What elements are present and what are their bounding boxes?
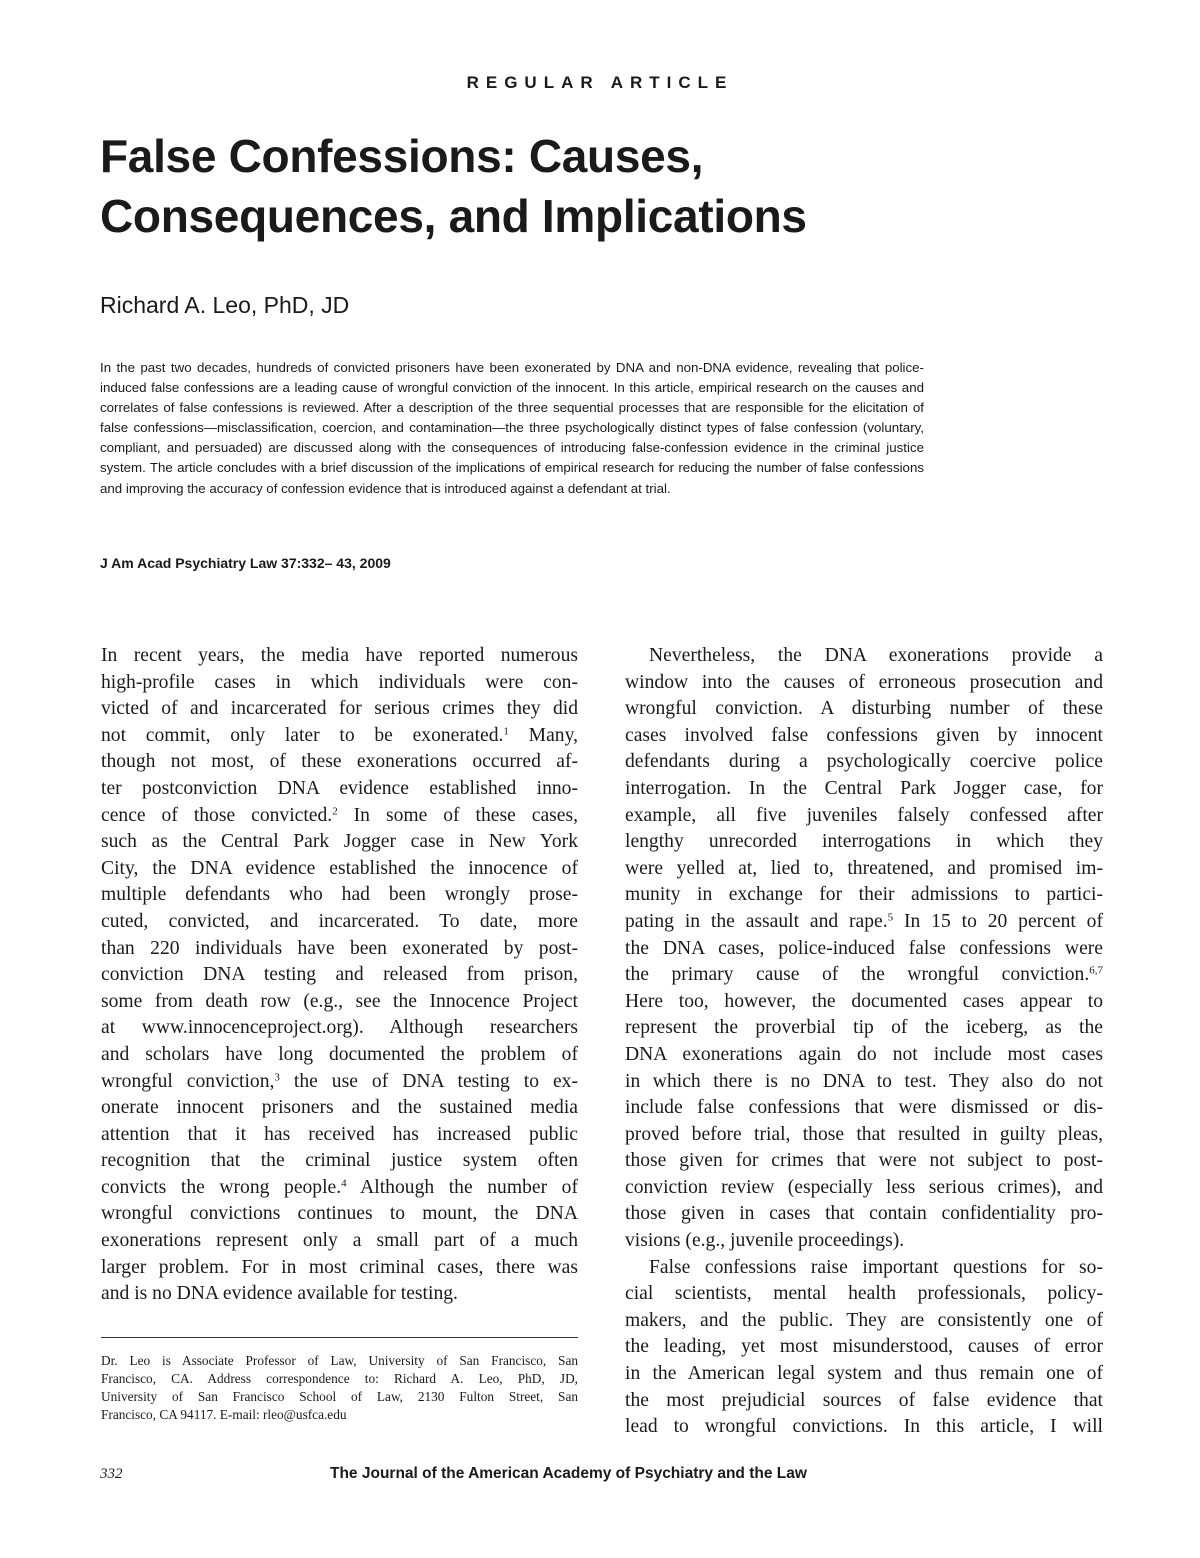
body-line [101, 1069, 578, 1096]
body-line [101, 1175, 578, 1202]
author-name: Richard A. Leo, PhD, JD [100, 292, 350, 318]
article-title-line-1: False Confessions: Causes, [100, 130, 704, 182]
body-column-right [625, 643, 1103, 1441]
body-line: lengthy unrecorded interrogations in which they [625, 831, 1103, 853]
footnote-line: Francisco, CA 94117. E-mail: rleo@usfca.edu [101, 1407, 347, 1422]
body-line: False confessions raise important questions for so- [649, 1256, 1103, 1278]
footnote-line: University of San Francisco School of Law, 2130 Fulton Street, San [101, 1389, 578, 1404]
body-line: and scholars have long documented the problem of [101, 1043, 578, 1065]
body-line: recognition that the criminal justice system often [101, 1150, 578, 1172]
body-text: wrongful conviction, [101, 1070, 275, 1092]
body-line: wrongful conviction. A disturbing number of these [625, 698, 1103, 720]
body-line: lead to wrongful convictions. In this article, I will [625, 1416, 1103, 1438]
body-line: conviction DNA testing and released from prison, [101, 964, 578, 986]
article-title-line-2: Consequences, and Implications [100, 190, 807, 242]
body-line: visions (e.g., juvenile proceedings). [625, 1230, 905, 1252]
citation-ref: 3 [274, 1070, 280, 1083]
body-text: the primary cause of the wrongful conviction. [625, 964, 1090, 986]
author-footnote [101, 1352, 578, 1424]
body-line: the DNA cases, police-induced false confessions were [625, 937, 1103, 959]
body-line [625, 962, 1103, 989]
section-label: REGULAR ARTICLE [466, 73, 734, 92]
journal-running-footer: The Journal of the American Academy of Psychiatry and the Law [330, 1465, 807, 1482]
body-line: proved before trial, those that resulted in guilty pleas, [625, 1123, 1103, 1145]
body-line: larger problem. For in most criminal cases, there was [101, 1256, 578, 1278]
body-line [101, 723, 578, 750]
body-line: the leading, yet most misunderstood, causes of error [625, 1336, 1103, 1358]
body-text: cence of those convicted. [101, 804, 333, 826]
body-text: convicts the wrong people. [101, 1176, 342, 1198]
citation-ref: 5 [887, 911, 894, 924]
body-line: conviction review (especially less serious crimes), and [625, 1176, 1103, 1198]
body-text: the use of DNA testing to ex- [279, 1070, 578, 1092]
body-line: DNA exonerations again do not include most cases [625, 1043, 1103, 1065]
body-line: example, all five juveniles falsely confessed after [625, 804, 1103, 826]
citation-ref: 6,7 [1089, 964, 1103, 977]
body-line: makers, and the public. They are consistently one of [625, 1309, 1103, 1331]
footnote-divider [101, 1337, 578, 1338]
body-line: wrongful convictions continues to mount, the DNA [101, 1203, 578, 1225]
body-line: cases involved false confessions given by innocent [625, 724, 1103, 746]
body-line: ter postconviction DNA evidence established inno- [101, 777, 578, 799]
body-line: exonerations represent only a small part of a much [101, 1230, 578, 1252]
body-text: pating in the assault and rape. [625, 910, 888, 932]
footnote-line: Francisco, CA. Address correspondence to: Richard A. Leo, PhD, JD, [101, 1371, 578, 1386]
body-text: not commit, only later to be exonerated. [101, 724, 504, 746]
body-line: defendants during a psychologically coercive police [625, 751, 1103, 773]
body-line: in which there is no DNA to test. They also do not [625, 1070, 1103, 1092]
body-line: multiple defendants who had been wrongly prose- [101, 884, 578, 906]
body-line: represent the proverbial tip of the iceberg, as the [625, 1017, 1103, 1039]
body-line: some from death row (e.g., see the Innocence Project [101, 990, 578, 1012]
body-line: In recent years, the media have reported numerous [101, 645, 578, 666]
body-line [101, 803, 578, 830]
body-line: Here too, however, the documented cases appear to [625, 990, 1103, 1012]
body-line [625, 909, 1103, 936]
body-line: include false confessions that were dismissed or dis- [625, 1097, 1103, 1119]
body-line: and is no DNA evidence available for testing. [101, 1283, 458, 1305]
citation-ref: 4 [341, 1177, 347, 1190]
body-line: window into the causes of erroneous prosecution and [625, 671, 1103, 693]
body-line: cuted, convicted, and incarcerated. To date, more [101, 910, 578, 932]
body-column-left [101, 643, 578, 1308]
body-line: were yelled at, lied to, threatened, and promised im- [625, 857, 1103, 879]
body-line: such as the Central Park Jogger case in New York [101, 831, 578, 853]
journal-citation: J Am Acad Psychiatry Law 37:332– 43, 2009 [100, 555, 391, 571]
body-line: those given in cases that contain confidentiality pro- [625, 1203, 1103, 1225]
body-line: in the American legal system and thus remain one of [625, 1363, 1103, 1385]
body-line: the most prejudicial sources of false evidence that [625, 1389, 1103, 1411]
abstract: In the past two decades, hundreds of convicted prisoners have been exonerated by DNA and non-DNA evidence, revealing that police-induced false confessions are a leading cause of wrongful conviction of the innocent. In this article, empirical research on the causes and correlates of false confessions is reviewed. After a description of the three sequential processes that are responsible for the elicitation of false confessions—misclassification, coercion, and contamination—the three psychologically distinct types of false confession (voluntary, compliant, and persuaded) are discussed along with the consequences of introducing false-confession evidence in the criminal justice system. The article concludes with a brief discussion of the implications of empirical research for reducing the number of false confessions and improving the accuracy of confession evidence that is introduced against a defendant at trial. [100, 360, 924, 496]
body-line: those given for crimes that were not subject to post- [625, 1150, 1103, 1172]
citation-ref: 2 [332, 804, 338, 817]
body-line: onerate innocent prisoners and the sustained media [101, 1097, 578, 1119]
body-line: attention that it has received has increased public [101, 1123, 578, 1145]
body-line: though not most, of these exonerations occurred af- [101, 751, 578, 773]
body-line: victed of and incarcerated for serious crimes they did [101, 698, 578, 720]
body-line: at www.innocenceproject.org). Although researchers [101, 1017, 578, 1039]
body-line: Nevertheless, the DNA exonerations provide a [649, 645, 1103, 666]
body-text: Although the number of [346, 1176, 578, 1198]
body-line: City, the DNA evidence established the innocence of [101, 857, 578, 879]
body-line: cial scientists, mental health professionals, policy- [625, 1283, 1103, 1305]
body-text: Many, [508, 724, 578, 746]
body-line: munity in exchange for their admissions to partici- [625, 884, 1103, 906]
body-text: In some of these cases, [337, 804, 578, 826]
citation-ref: 1 [503, 725, 509, 738]
body-line: high-profile cases in which individuals were con- [101, 671, 578, 693]
body-text: In 15 to 20 percent of [893, 910, 1103, 932]
page-number: 332 [100, 1466, 123, 1482]
footnote-line: Dr. Leo is Associate Professor of Law, University of San Francisco, San [101, 1353, 578, 1368]
article-title [100, 126, 1120, 246]
body-line: interrogation. In the Central Park Jogger case, for [625, 777, 1103, 799]
body-line: than 220 individuals have been exonerated by post- [101, 937, 578, 959]
